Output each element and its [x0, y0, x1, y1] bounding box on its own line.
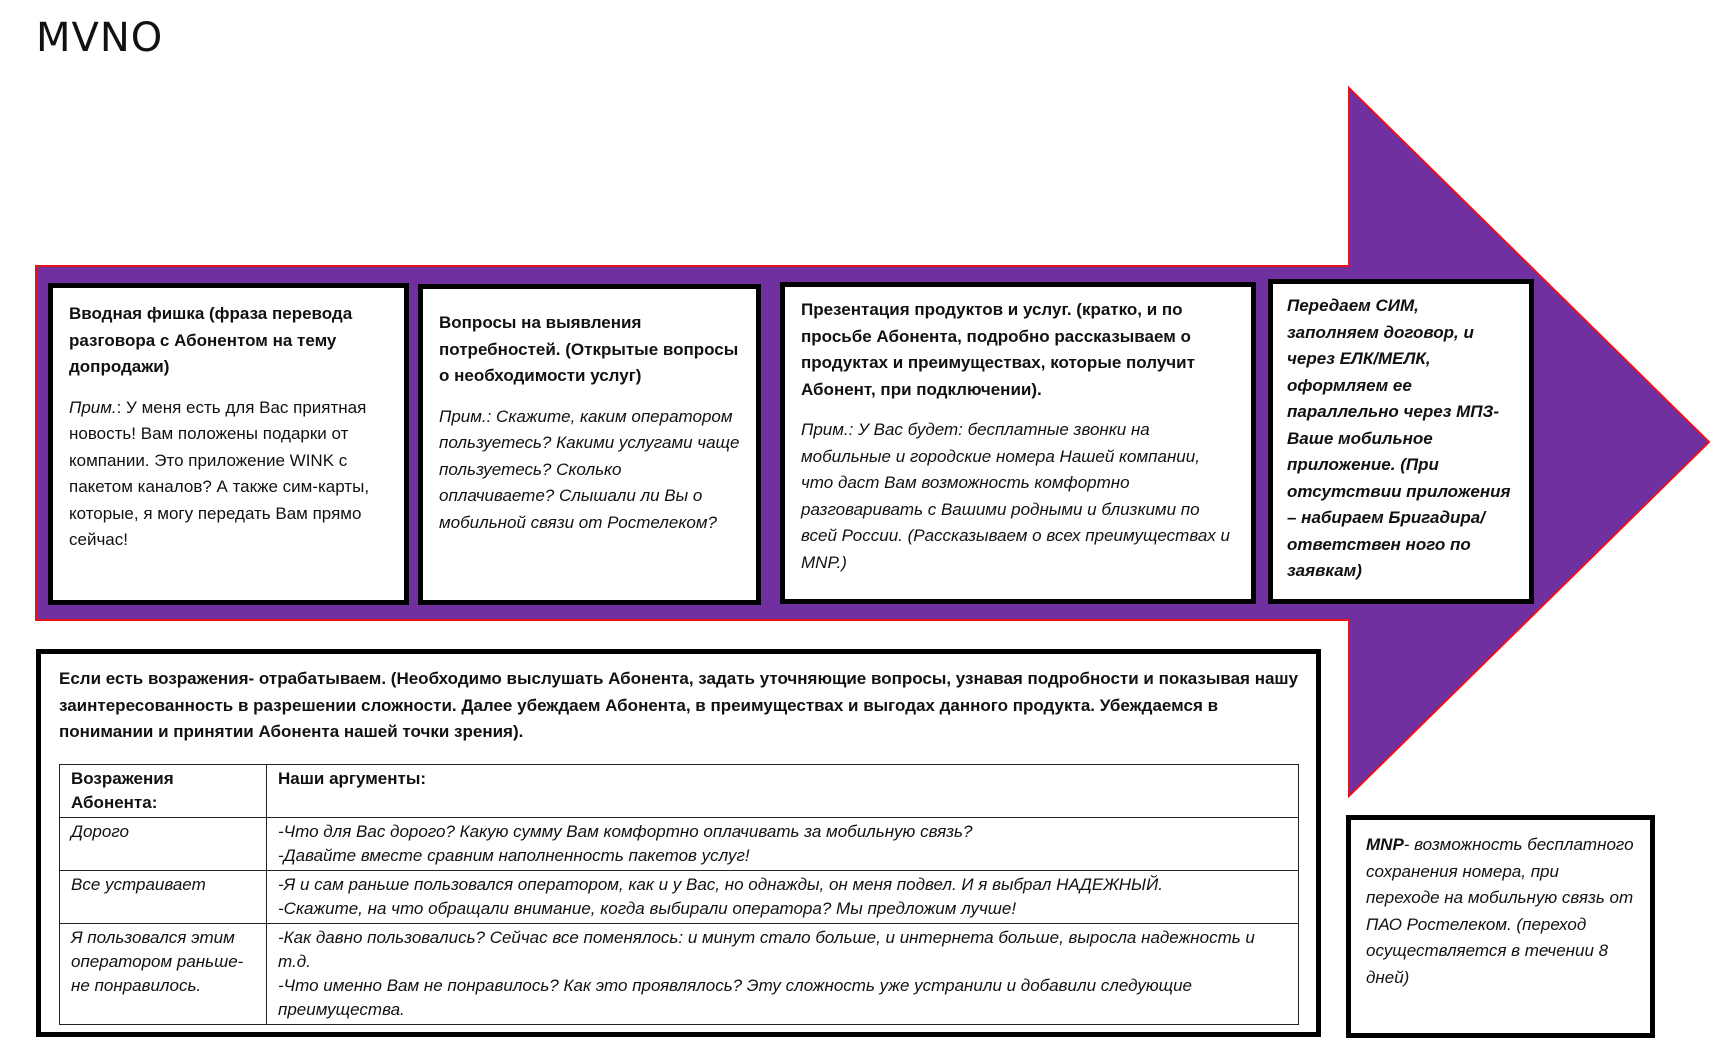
arguments-cell [267, 870, 1299, 923]
table-row [60, 870, 1299, 923]
argument-line: -Что для Вас дорого? Какую сумму Вам комфортно оплачивать за мобильную связь? [278, 821, 973, 841]
step-sim-text: Передаем СИМ, заполняем договор, и через ЕЛК/МЕЛК, оформляем ее параллельно через МПЗ-Ваше мобильное приложение. (При отсутствии приложения – набираем Бригадира/ответствен ного по заявкам) [1287, 296, 1511, 580]
arguments-cell [267, 817, 1299, 870]
mnp-term: MNP [1366, 835, 1404, 854]
objections-box [36, 649, 1321, 1037]
step-needs-heading: Вопросы на выявления потребностей. (Открытые вопросы о необходимости услуг) [439, 313, 739, 385]
mnp-note-box [1346, 815, 1655, 1038]
argument-line: -Давайте вместе сравним наполненность пакетов услуг! [278, 845, 750, 865]
step-presentation-box [780, 282, 1256, 604]
objection-cell: Я пользовался этим оператором раньше- не понравилось. [60, 923, 267, 1024]
step-needs-example: Прим.: Скажите, каким оператором пользуетесь? Какими услугами чаще пользуетесь? Сколько оплачиваете? Слышали ли Вы о мобильной связи от Ростелеком? [439, 406, 740, 532]
step-needs-box [418, 284, 761, 605]
step-presentation-example: Прим.: У Вас будет: бесплатные звонки на мобильные и городские номера Нашей компании, что даст Вам возможность комфортно разговаривать с Вашими родными и близкими по всей России. (Рассказываем о всех преимуществах и MNP.) [801, 420, 1230, 572]
arguments-cell [267, 923, 1299, 1024]
example-text: : У меня есть для Вас приятная новость! Вам положены подарки от компании. Это приложение WINK с пакетом каналов? А также сим-карты, которые, я могу передать Вам прямо сейчас! [69, 397, 370, 549]
step-presentation-heading: Презентация продуктов и услуг. (кратко, и по просьбе Абонента, подробно рассказываем о продуктах и преимуществах, которые получит Абонент, при подключении). [801, 300, 1195, 399]
objection-cell: Все устраивает [60, 870, 267, 923]
argument-line: -Скажите, на что обращали внимание, когда выбирали оператора? Мы предложим лучше! [278, 898, 1017, 918]
diagram-title: MVNO [36, 15, 164, 61]
argument-line: -Как давно пользовались? Сейчас все поменялось: и минут стало больше, и интернета больше, выросла надежность и т.д. [278, 927, 1255, 971]
mnp-definition: - возможность бесплатного сохранения номера, при переходе на мобильную связь от ПАО Ростелеком. (переход осуществляется в течении 8 дней) [1366, 835, 1634, 987]
header-arguments: Наши аргументы: [267, 764, 1299, 817]
table-row [60, 817, 1299, 870]
step-sim-box [1268, 279, 1534, 604]
objections-intro: Если есть возражения- отрабатываем. (Необходимо выслушать Абонента, задать уточняющие вопросы, узнавая подробности и показывая нашу заинтересованность в разрешении сложности. Далее убеждаем Абонента, в преимуществах и выгодах данного продукта. Убеждаемся в понимании и принятии Абонента нашей точки зрения). [59, 669, 1299, 741]
objections-table [59, 764, 1299, 1025]
table-header-row [60, 764, 1299, 817]
argument-line: -Что именно Вам не понравилось? Как это проявлялось? Эту сложность уже устранили и добавили следующие преимущества. [278, 975, 1192, 1019]
objection-cell: Дорого [60, 817, 267, 870]
header-objection: Возражения Абонента: [60, 764, 267, 817]
step-intro-heading: Вводная фишка (фраза перевода разговора с Абонентом на тему допродажи) [69, 304, 353, 376]
step-intro-box [48, 283, 409, 605]
argument-line: -Я и сам раньше пользовался оператором, как и у Вас, но однажды, он меня подвел. И я выбрал НАДЕЖНЫЙ. [278, 874, 1164, 894]
step-intro-example [69, 395, 388, 554]
example-label: Прим. [69, 397, 117, 417]
mnp-note [1366, 832, 1635, 991]
table-row [60, 923, 1299, 1024]
